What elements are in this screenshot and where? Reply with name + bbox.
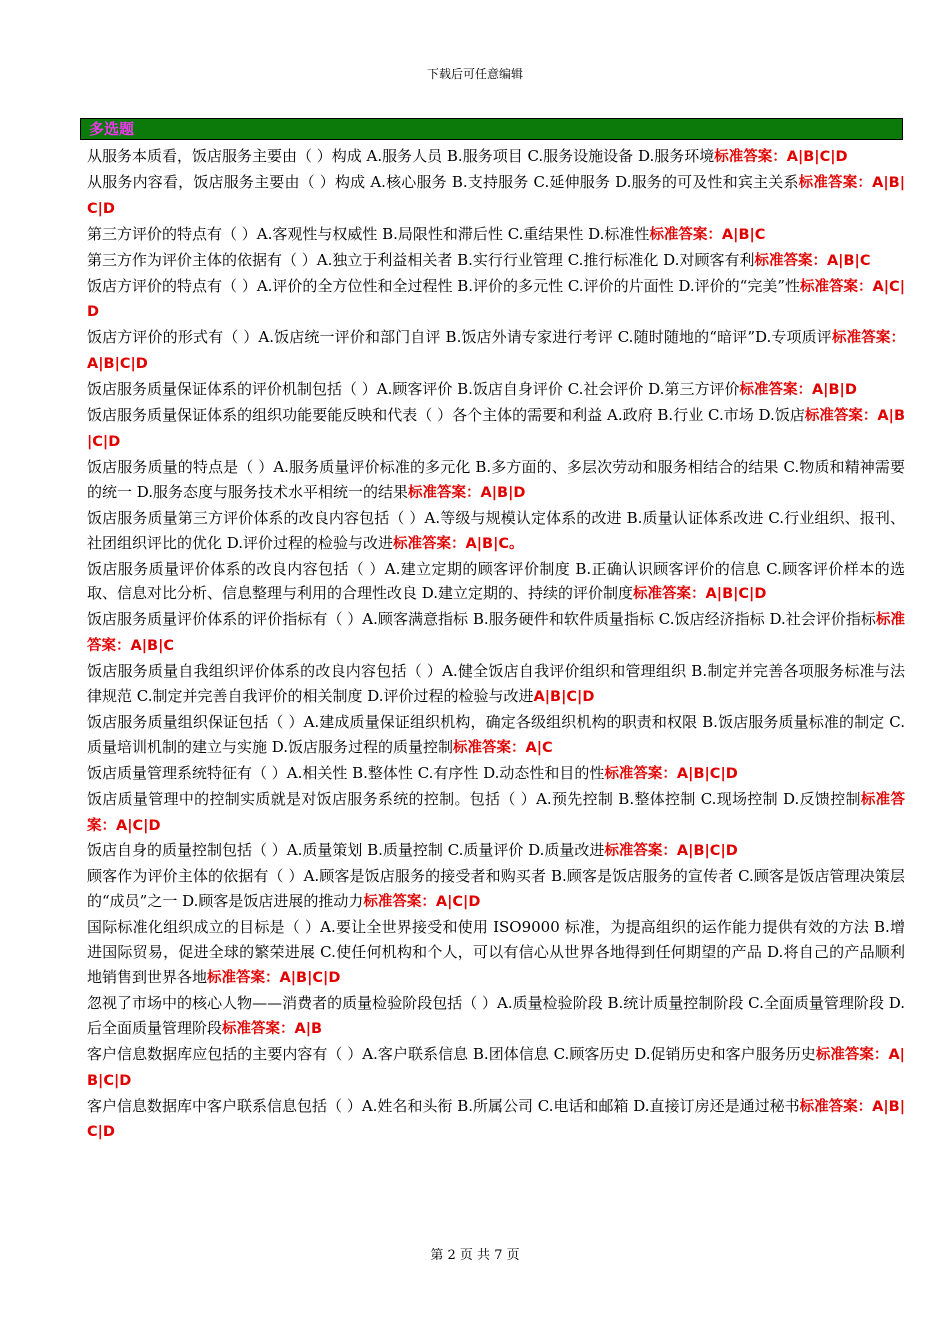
question-text: 饭店服务质量评价体系的评价指标有（ ）A.顾客满意指标 B.服务硬件和软件质量指标 C.饭店经济指标 D.社会评价指标 — [87, 610, 876, 629]
question-text: 国际标准化组织成立的目标是（ ）A.要让全世界接受和使用 ISO9000 标准，为提高组织的运作能力提供有效的方法 B.增进国际贸易，促进全球的繁荣进展 C.使任何机构和个人，可以有信心从世界各地得到任何期望的产品 D.将自己的产品顺利地销售到世界各地 — [87, 918, 905, 986]
question-item — [87, 710, 905, 761]
question-item — [87, 557, 905, 608]
section-title-bar — [80, 118, 903, 140]
question-text: 从服务内容看，饭店服务主要由（ ）构成 A.核心服务 B.支持服务 C.延伸服务 D.服务的可及性和宾主关系 — [87, 172, 799, 191]
question-item — [87, 659, 905, 710]
question-item — [87, 325, 905, 377]
question-text: 从服务本质看，饭店服务主要由（ ）构成 A.服务人员 B.服务项目 C.服务设施设备 D.服务环境 — [87, 147, 715, 165]
answer-text: 标准答案：A|C|D — [87, 791, 905, 834]
answer-text: 标准答案：A|B|C|D — [207, 970, 341, 986]
answer-text: 标准答案：A|C — [453, 739, 553, 756]
question-text: 饭店自身的质量控制包括（ ）A.质量策划 B.质量控制 C.质量评价 D.质量改进 — [87, 841, 605, 860]
question-item — [87, 1094, 905, 1146]
question-item — [87, 403, 905, 455]
question-item — [87, 222, 905, 248]
question-item — [87, 607, 905, 659]
answer-text: 标准答案：A|B|C。 — [393, 535, 524, 552]
question-item — [87, 1042, 905, 1094]
question-item — [87, 838, 905, 864]
question-item — [87, 506, 905, 557]
question-text: 顾客作为评价主体的依据有（ ）A.顾客是饭店服务的接受者和购买者 B.顾客是饭店服务的宣传者 C.顾客是饭店管理决策层的“成员”之一 D.顾客是饭店进展的推动力 — [87, 867, 905, 911]
answer-text: 标准答案：A|B|D — [408, 484, 526, 501]
question-item — [87, 915, 905, 991]
section-title: 多选题 — [89, 120, 135, 138]
page-footer: 第 2 页 共 7 页 — [430, 1248, 520, 1263]
answer-text: 标准答案：A|B|C|D — [87, 1046, 905, 1089]
question-item — [87, 274, 905, 326]
page-header: 下载后可任意编辑 — [426, 67, 523, 81]
question-item — [87, 991, 905, 1042]
answer-text: 标准答案：A|C|D — [363, 894, 481, 911]
question-text: 饭店质量管理中的控制实质就是对饭店服务系统的控制。包括（ ）A.预先控制 B.整体控制 C.现场控制 D.反馈控制 — [87, 789, 861, 808]
answer-text: 标准答案：A|B|C|D — [87, 330, 905, 373]
question-item — [87, 761, 905, 787]
question-list — [87, 144, 905, 1145]
question-text: 饭店方评价的形式有（ ）A.饭店统一评价和部门自评 B.饭店外请专家进行考评 C.随时随地的“暗评”D.专项质评 — [87, 328, 832, 347]
question-text: 饭店服务质量组织保证包括（ ）A.建成质量保证组织机构，确定各级组织机构的职责和权限 B.饭店服务质量标准的制定 C.质量培训机制的建立与实施 D.饭店服务过程的质量控制 — [87, 712, 905, 756]
answer-text: 标准答案：A|B|D — [739, 382, 857, 399]
question-text: 忽视了市场中的核心人物——消费者的质量检验阶段包括（ ）A.质量检验阶段 B.统计质量控制阶段 C.全面质量管理阶段 D.后全面质量管理阶段 — [87, 993, 905, 1037]
answer-text: 标准答案：A|B|C — [649, 226, 766, 243]
question-text: 饭店服务质量自我组织评价体系的改良内容包括（ ）A.健全饭店自我评价组织和管理组织 B.制定并完善各项服务标准与法律规范 C.制定并完善自我评价的相关制度 D.评价过程的检验与改进 — [87, 662, 905, 706]
answer-text: 标准答案：A|B — [222, 1020, 323, 1037]
question-text: 客户信息数据库应包括的主要内容有（ ）A.客户联系信息 B.团体信息 C.顾客历史 D.促销历史和客户服务历史 — [87, 1044, 816, 1063]
question-item — [87, 377, 905, 403]
question-text: 饭店服务质量保证体系的组织功能要能反映和代表（ ）各个主体的需要和利益 A.政府 B.行业 C.市场 D.饭店 — [87, 406, 805, 425]
answer-text: 标准答案：A|B|C|D — [87, 1098, 905, 1141]
question-text: 饭店服务质量第三方评价体系的改良内容包括（ ）A.等级与规模认定体系的改进 B.质量认证体系改进 C.行业组织、报刊、社团组织评比的优化 D.评价过程的检验与改进 — [87, 508, 905, 552]
answer-text: 标准答案：A|B|C|D — [87, 174, 905, 217]
question-item — [87, 248, 905, 274]
question-text: 饭店质量管理系统特征有（ ）A.相关性 B.整体性 C.有序性 D.动态性和目的性 — [87, 763, 605, 782]
question-text: 客户信息数据库中客户联系信息包括（ ）A.姓名和头衔 B.所属公司 C.电话和邮箱 D.直接订房还是通过秘书 — [87, 1096, 800, 1115]
question-item — [87, 170, 905, 222]
answer-text: 标准答案：A|B|C — [754, 252, 871, 269]
question-text: 饭店方评价的特点有（ ）A.评价的全方位性和全过程性 B.评价的多元性 C.评价的片面性 D.评价的“完美”性 — [87, 276, 801, 295]
answer-text: 标准答案：A|B|C|D — [87, 408, 905, 450]
answer-text: 标准答案：A|C|D — [87, 278, 905, 321]
question-item — [87, 144, 905, 170]
question-text: 第三方作为评价主体的依据有（ ）A.独立于利益相关者 B.实行行业管理 C.推行标准化 D.对顾客有利 — [87, 250, 755, 269]
question-text: 第三方评价的特点有（ ）A.客观性与权威性 B.局限性和滞后性 C.重结果性 D.标准性 — [87, 224, 650, 243]
question-item — [87, 864, 905, 915]
answer-text: 标准答案：A|B|C — [87, 612, 905, 655]
answer-text: A|B|C|D — [533, 689, 595, 706]
question-item — [87, 787, 905, 839]
question-text: 饭店服务质量保证体系的评价机制包括（ ）A.顾客评价 B.饭店自身评价 C.社会评价 D.第三方评价 — [87, 380, 740, 399]
answer-text: 标准答案：A|B|C|D — [604, 843, 738, 860]
answer-text: 标准答案：A|B|C|D — [633, 586, 767, 603]
question-text: 饭店服务质量的特点是（ ）A.服务质量评价标准的多元化 B.多方面的、多层次劳动和服务相结合的结果 C.物质和精神需要的统一 D.服务态度与服务技术水平相统一的结果 — [87, 457, 905, 501]
question-item — [87, 455, 905, 506]
question-text: 饭店服务质量评价体系的改良内容包括（ ）A.建立定期的顾客评价制度 B.正确认识顾客评价的信息 C.顾客评价样本的选取、信息对比分析、信息整理与利用的合理性改良 D.建立定期的、持续的评价制度 — [87, 559, 905, 603]
answer-text: 标准答案：A|B|C|D — [604, 765, 738, 782]
answer-text: 标准答案：A|B|C|D — [714, 149, 848, 165]
